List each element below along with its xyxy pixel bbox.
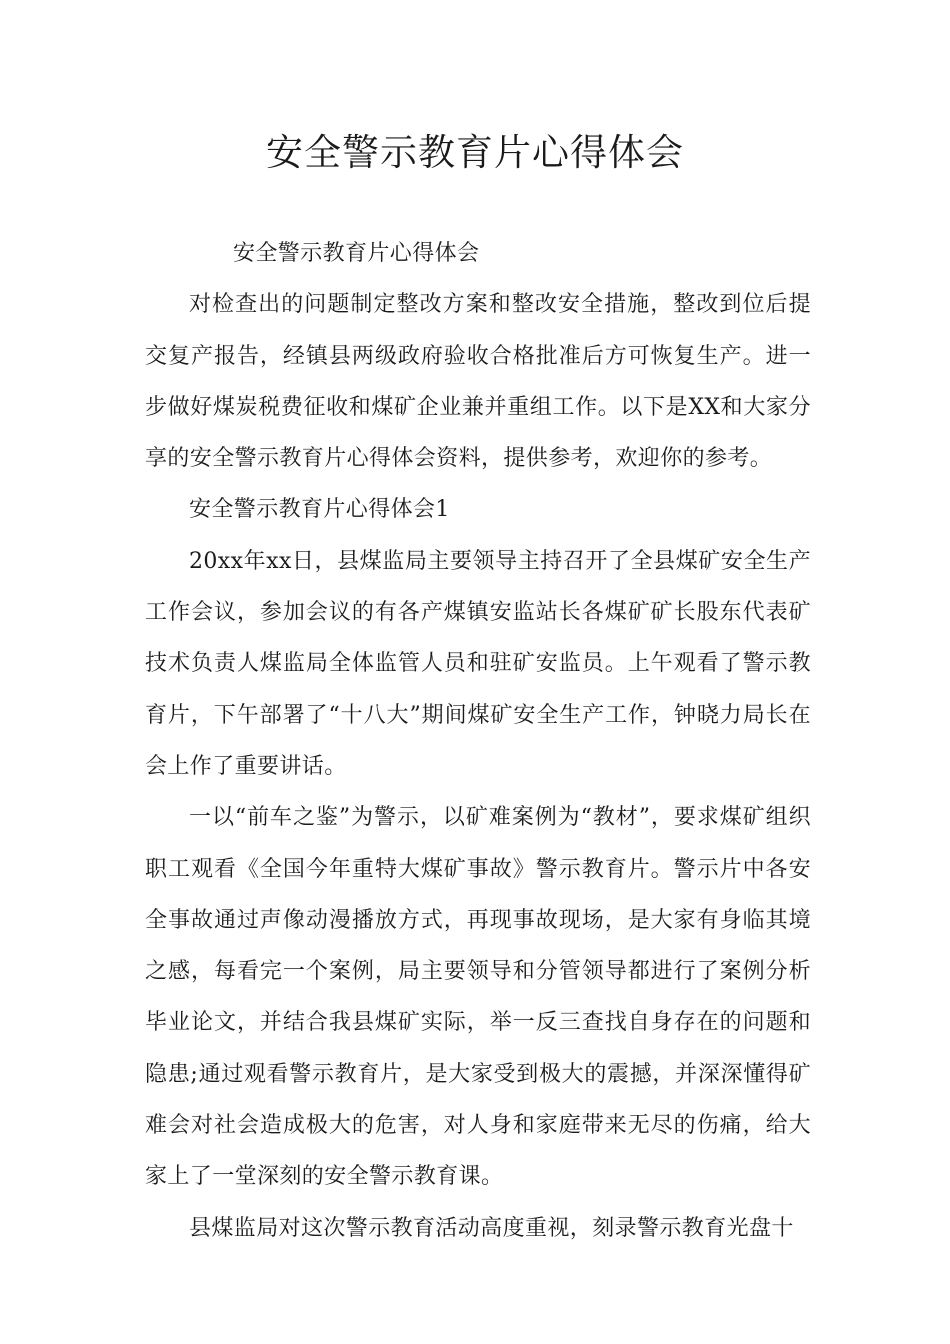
paragraph-meeting: 20xx年xx日，县煤监局主要领导主持召开了全县煤矿安全生产工作会议，参加会议的有各产煤镇安监站长各煤矿矿长股东代表矿技术负责人煤监局全体监管人员和驻矿安监员。上午观看了警示教育片，下午部署了“十八大”期间煤矿安全生产工作，钟晓力局长在会上作了重要讲话。 [145, 548, 811, 779]
document-body [145, 228, 811, 1254]
paragraph-continued: 县煤监局对这次警示教育活动高度重视，刻录警示教育光盘十 [189, 1215, 794, 1241]
document-title: 安全警示教育片心得体会 [266, 131, 684, 174]
paragraph-warning-video: 一以“前车之鉴”为警示，以矿难案例为“教材”，要求煤矿组织职工观看《全国今年重特大煤矿事故》警示教育片。警示片中各安全事故通过声像动漫播放方式，再现事故现场，是大家有身临其境之感，每看完一个案例，局主要领导和分管领导都进行了案例分析毕业论文，并结合我县煤矿实际，举一反三查找自身存在的问题和隐患;通过观看警示教育片，是大家受到极大的震撼，并深深懂得矿难会对社会造成极大的危害，对人身和家庭带来无尽的伤痛，给大家上了一堂深刻的安全警示教育课。 [145, 805, 811, 1190]
paragraph-subtitle: 安全警示教育片心得体会 [233, 241, 480, 266]
paragraph-section-heading: 安全警示教育片心得体会1 [189, 497, 450, 523]
paragraph-intro: 对检查出的问题制定整改方案和整改安全措施，整改到位后提交复产报告，经镇县两级政府验收合格批准后方可恢复生产。进一步做好煤炭税费征收和煤矿企业兼并重组工作。以下是XX和大家分享的安全警示教育片心得体会资料，提供参考，欢迎你的参考。 [145, 292, 811, 472]
